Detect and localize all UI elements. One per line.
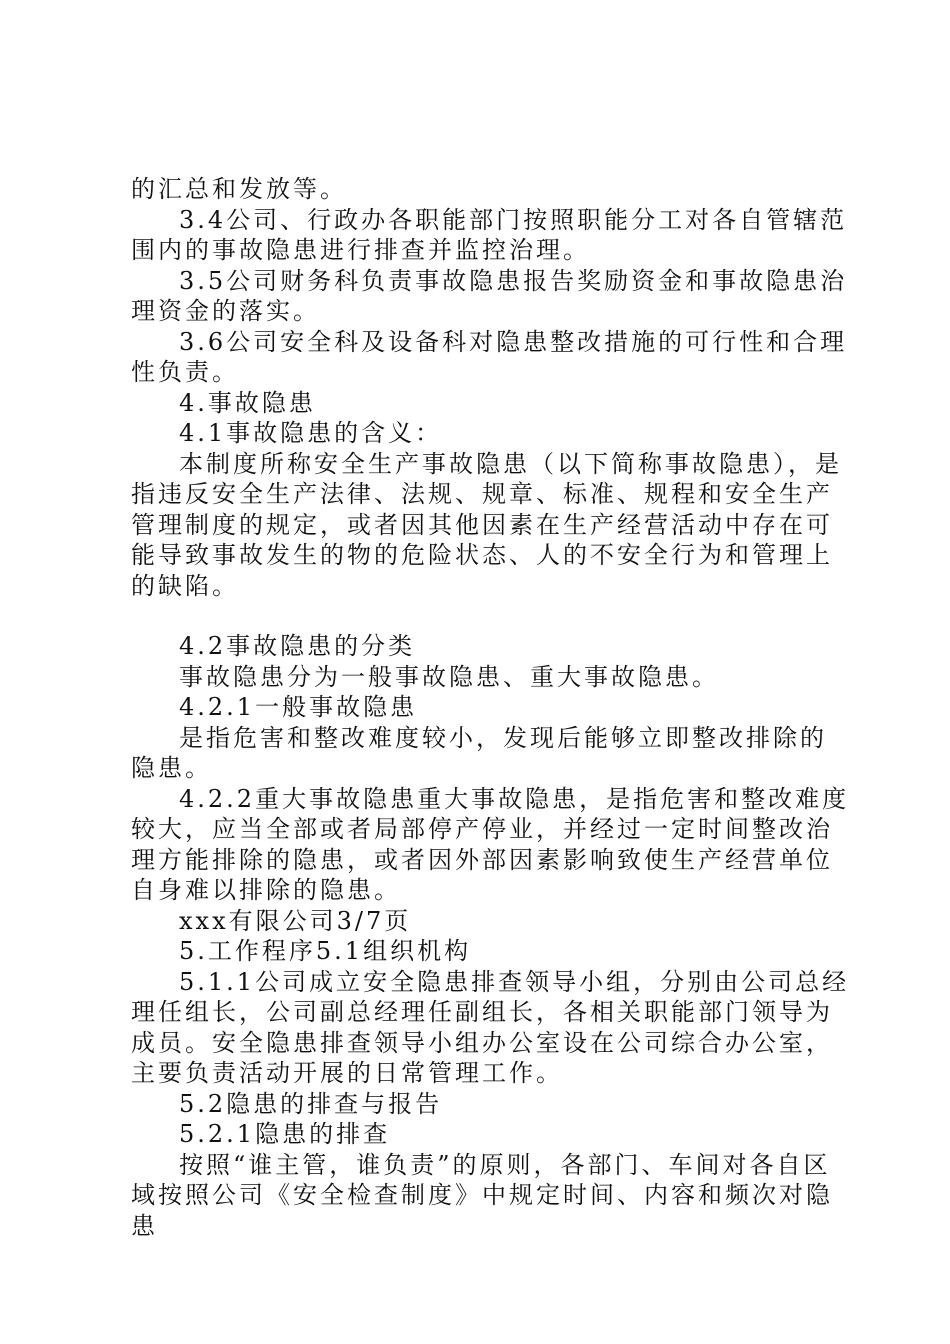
paragraph-definition: 本制度所称安全生产事故隐患（以下简称事故隐患），是指违反安全生产法律、法规、规章、标准、规程和安全生产管理制度的规定，或者因其他因素在生产经营活动中存在可能导致事故发生的物的危险状态、人的不安全行为和管理上的缺陷。: [131, 449, 842, 600]
paragraph-3-5: 3.5公司财务科负责事故隐患报告奖励资金和事故隐患治理资金的落实。: [131, 266, 848, 325]
heading-4-2-1: 4.2.1一般事故隐患: [179, 693, 418, 721]
paragraph-inspection: 按照“谁主管，谁负责”的原则，各部门、车间对各自区域按照公司《安全检查制度》中规定时间、内容和频次对隐患: [131, 1150, 833, 1240]
paragraph-4-2-2: 4.2.2重大事故隐患重大事故隐患，是指危害和整改难度较大，应当全部或者局部停产停业，并经过一定时间整改治理方能排除的隐患，或者因外部因素影响致使生产经营单位自身难以排除的隐患。: [131, 784, 850, 904]
heading-5: 5.工作程序5.1组织机构: [179, 937, 472, 965]
paragraph-3-4: 3.4公司、行政办各职能部门按照职能分工对各自管辖范围内的事故隐患进行排查并监控治理。: [131, 205, 848, 264]
page-footer-text: xxx有限公司3/7页: [179, 906, 412, 935]
paragraph-general-hazard: 是指危害和整改难度较小，发现后能够立即整改排除的隐患。: [131, 723, 827, 782]
paragraph-classification: 事故隐患分为一般事故隐患、重大事故隐患。: [179, 662, 719, 691]
paragraph-5-1-1: 5.1.1公司成立安全隐患排查领导小组，分别由公司总经理任组长，公司副总经理任副组长，各相关职能部门领导为成员。安全隐患排查领导小组办公室设在公司综合办公室，主要负责活动开展的日常管理工作。: [131, 967, 850, 1087]
heading-5-2-1: 5.2.1隐患的排查: [179, 1120, 391, 1148]
paragraph-3-6: 3.6公司安全科及设备科对隐患整改措施的可行性和合理性负责。: [131, 327, 848, 386]
blank-line: [131, 601, 851, 631]
heading-5-2: 5.2隐患的排查与报告: [179, 1089, 443, 1118]
document-body: [131, 174, 851, 1241]
paragraph-continuation: 的汇总和发放等。: [131, 175, 347, 203]
heading-4-1: 4.1事故隐患的含义：: [179, 419, 443, 447]
heading-4: 4.事故隐患: [179, 388, 316, 417]
heading-4-2: 4.2事故隐患的分类: [179, 632, 416, 660]
